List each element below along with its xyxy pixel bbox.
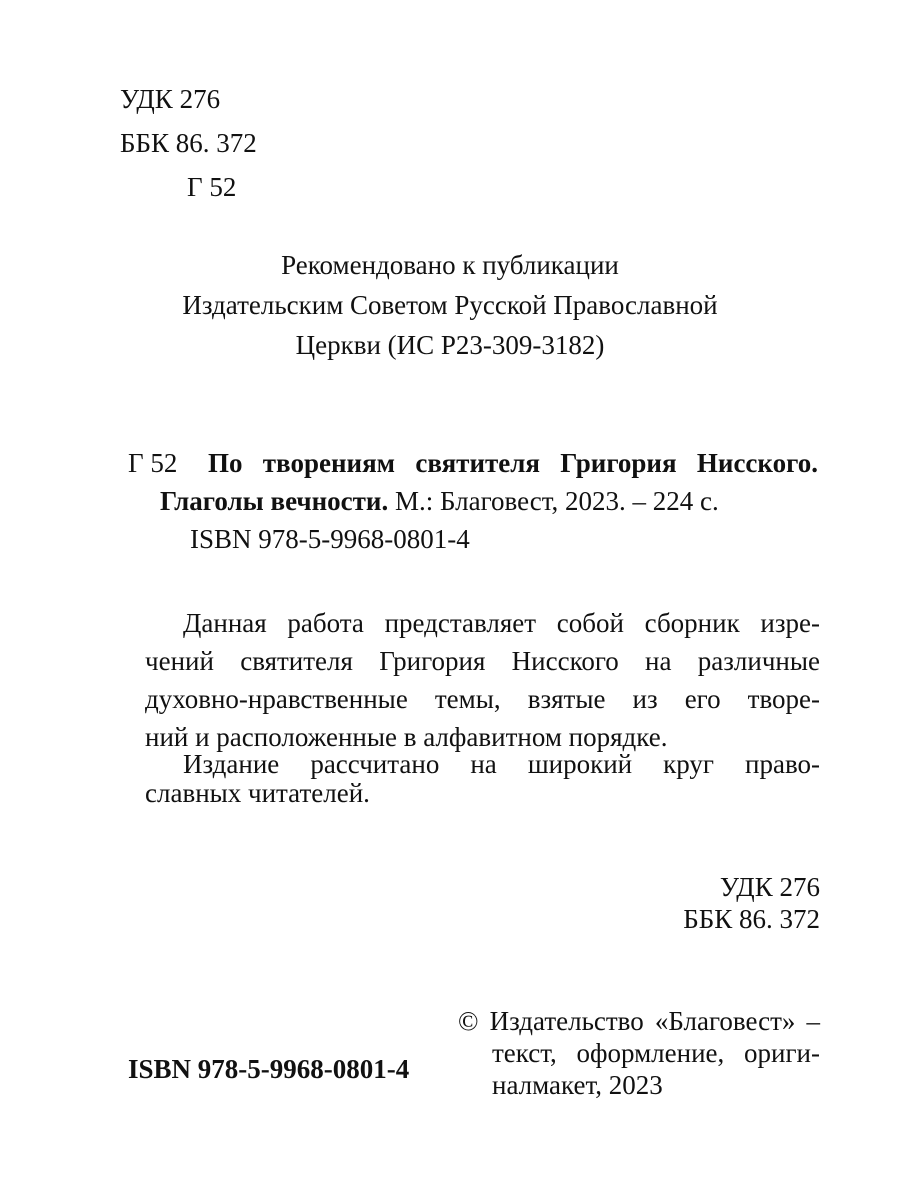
entry-title-word: Нисского. — [696, 448, 818, 478]
annotation-line-2: чений святителя Григория Нисского на различные — [145, 646, 820, 676]
udk-top: УДК 276 — [120, 84, 221, 114]
entry-title-word: По — [208, 448, 243, 478]
entry-isbn: ISBN 978-5-9968-0801-4 — [190, 524, 470, 554]
copyright-line-3: налмакет, 2023 — [492, 1070, 663, 1100]
entry-subtitle-line — [160, 484, 719, 518]
recommendation-line-1: Рекомендовано к публикации — [281, 250, 619, 280]
author-code-top: Г 52 — [187, 172, 237, 202]
entry-imprint: М.: Благовест, 2023. – 224 с. — [388, 486, 719, 516]
entry-title-word: творениям — [262, 448, 396, 478]
entry-title-word: Григория — [560, 448, 677, 478]
entry-author-code: Г 52 — [128, 448, 178, 478]
entry-subtitle: Глаголы вечности. — [160, 486, 389, 516]
bbk-bottom: ББК 86. 372 — [683, 904, 820, 934]
annotation-line-6: славных читателей. — [145, 778, 370, 808]
isbn-bottom: ISBN 978-5-9968-0801-4 — [128, 1054, 410, 1084]
entry-title — [208, 446, 818, 480]
recommendation-line-2: Издательским Советом Русской Православной — [182, 290, 718, 320]
annotation-line-1: Данная работа представляет собой сборник изре- — [183, 608, 820, 638]
annotation-line-3: духовно-нравственные темы, взятые из его творе- — [145, 684, 820, 714]
recommendation-line-3: Церкви (ИС Р23-309-3182) — [295, 330, 605, 360]
annotation-line-4: ний и расположенные в алфавитном порядке. — [145, 722, 668, 752]
copyright-line-2: текст, оформление, ориги- — [492, 1038, 820, 1068]
bbk-top: ББК 86. 372 — [120, 128, 257, 158]
annotation-line-5: Издание рассчитано на широкий круг право- — [183, 749, 820, 779]
udk-bottom: УДК 276 — [719, 872, 820, 902]
copyright-line-1: © Издательство «Благовест» – — [458, 1006, 820, 1036]
entry-title-word: святителя — [415, 448, 540, 478]
